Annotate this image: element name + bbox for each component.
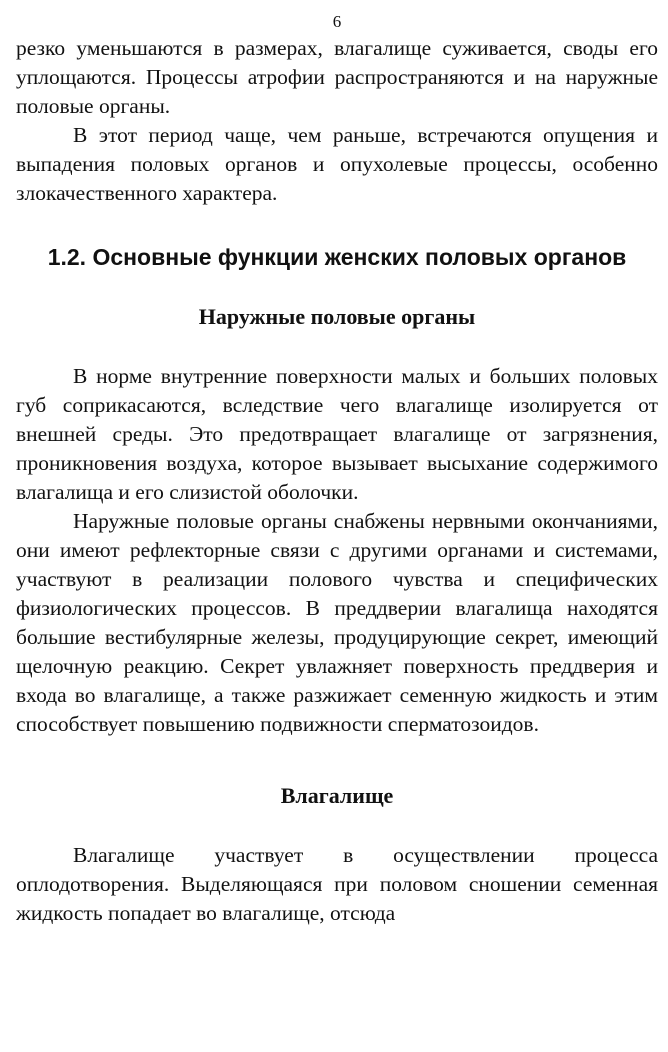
external-organs-paragraph-2: Наружные половые органы снабжены нервными окончаниями, они имеют рефлекторные связи с другими органами и системами, участвуют в реализации полового чувства и специфических физиологических процессов. В преддверии влагалища находятся большие вестибулярные железы, продуцирующие секрет, имеющий щелочную реакцию. Секрет увлажняет поверхность преддверия и входа во влагалище, а также разжижает семенную жидкость и этим способствует повышению подвижности сперматозоидов. bbox=[16, 509, 658, 736]
document-page bbox=[16, 0, 658, 928]
vagina-paragraph-1: Влагалище участвует в осуществлении процесса оплодотворения. Выделяющаяся при половом сношении семенная жидкость попадает во влагалище, отсюда bbox=[16, 843, 658, 925]
external-organs-paragraph-1: В норме внутренние поверхности малых и больших половых губ соприкасаются, вследствие чего влагалище изолируется от внешней среды. Это предотвращает влагалище от загрязнения, проникновения воздуха, которое вызывает высыхание содержимого влагалища и его слизистой оболочки. bbox=[16, 364, 658, 504]
chapter-title: 1.2. Основные функции женских половых органов bbox=[47, 244, 627, 270]
intro-paragraph-1: резко уменьшаются в размерах, влагалище суживается, своды его уплощаются. Процессы атрофии распространяются и на наружные половые органы. bbox=[16, 36, 658, 118]
intro-paragraph-2: В этот период чаще, чем раньше, встречаются опущения и выпадения половых органов и опухолевые процессы, особенно злокачественного характера. bbox=[16, 123, 658, 205]
section-title-external-organs: Наружные половые органы bbox=[198, 304, 476, 329]
section-title-vagina: Влагалище bbox=[280, 783, 394, 808]
page-number: 6 bbox=[332, 12, 342, 31]
